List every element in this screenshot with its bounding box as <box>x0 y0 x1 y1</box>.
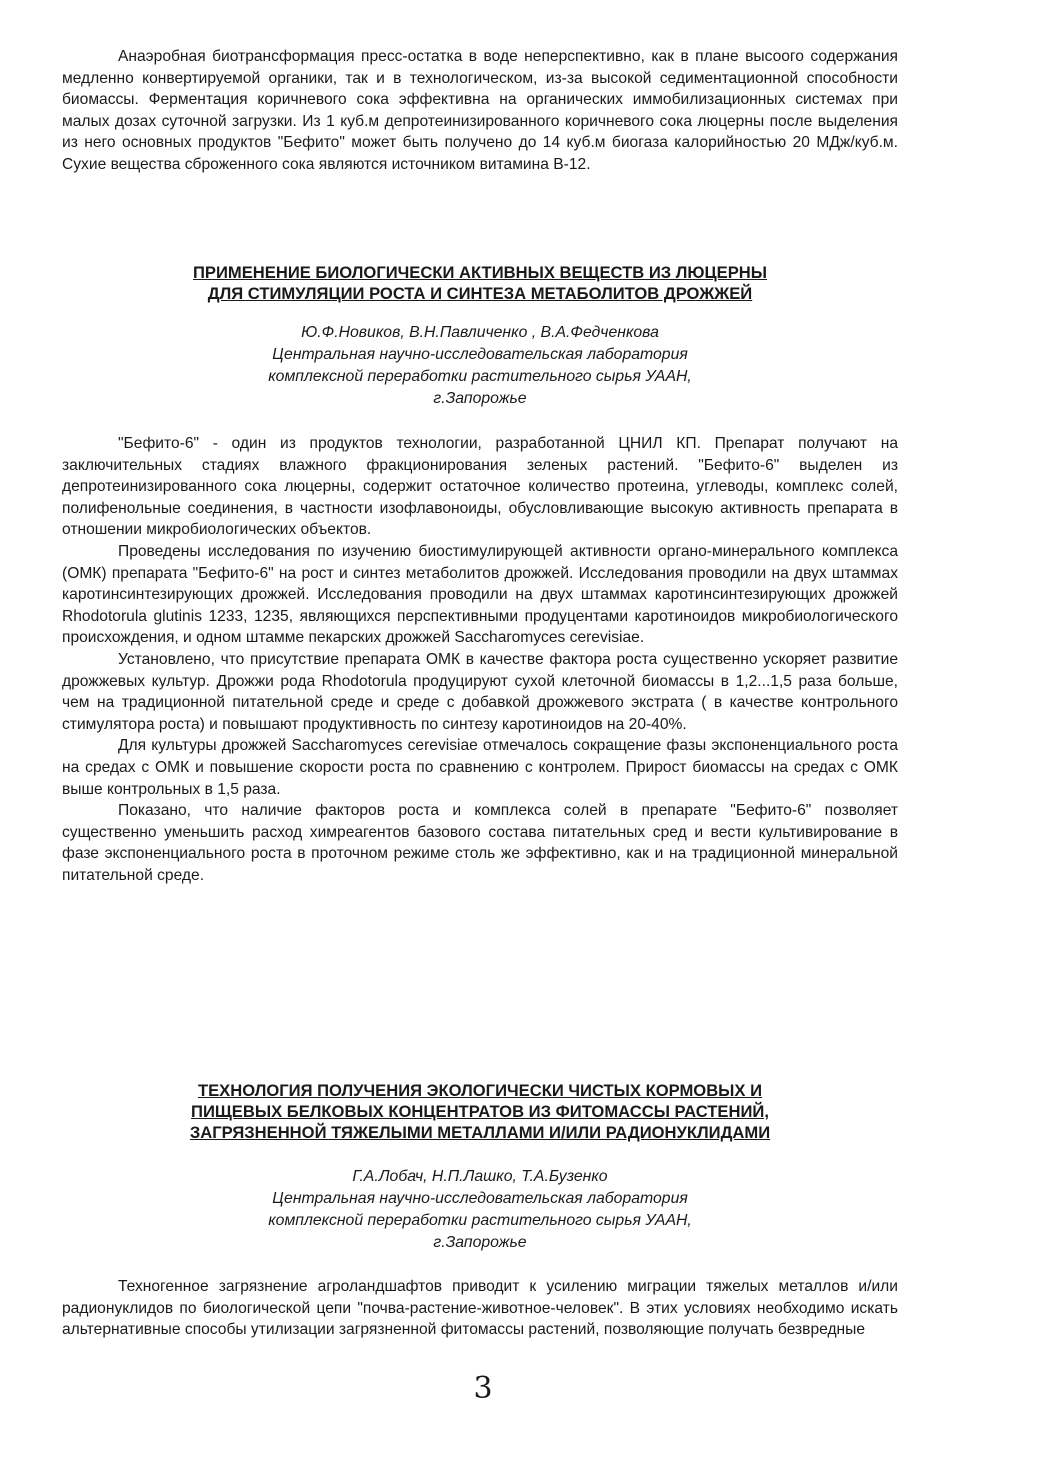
article2-authors: Г.А.Лобач, Н.П.Лашко, Т.А.Бузенко <box>352 1168 608 1185</box>
article2-title <box>62 1080 898 1143</box>
article2-title-line: ТЕХНОЛОГИЯ ПОЛУЧЕНИЯ ЭКОЛОГИЧЕСКИ ЧИСТЫХ КОРМОВЫХ И <box>197 1081 763 1100</box>
article2-byline <box>62 1166 898 1254</box>
article1-paragraph: Для культуры дрожжей Saccharomyces cerevisiae отмечалось сокращение фазы экспоненциального роста на средах с ОМК и повышение скорости роста по сравнению с контролем. Прирост биомассы на средах с ОМК выше контрольных в 1,5 раза. <box>62 737 898 798</box>
article1-affiliation: Центральная научно-исследовательская лаборатория <box>272 346 688 363</box>
article1-body <box>62 433 898 886</box>
article2-title-line: ЗАГРЯЗНЕННОЙ ТЯЖЕЛЫМИ МЕТАЛЛАМИ И/ИЛИ РАДИОНУКЛИДАМИ <box>189 1123 771 1142</box>
article1-paragraph: Проведены исследования по изучению биостимулирующей активности органо-минерального комплекса (ОМК) препарата "Бефито-6" на рост и синтез метаболитов дрожжей. Исследования проводили на двух штаммах каротинсинтезирующих дрожжей. Исследования проводили на двух штаммах каротинсинтезирующих дрожжей Rhodotorula glutinis 1233, 1235, являющихся перспективными продуцентами каротиноидов микробиологического происхождения, и одном штамме пекарских дрожжей Saccharomyces cerevisiae. <box>62 542 898 647</box>
article2-affiliation: Центральная научно-исследовательская лаборатория <box>272 1190 688 1207</box>
article1-byline <box>62 322 898 410</box>
article2-city: г.Запорожье <box>433 1234 527 1251</box>
article1-paragraph: Установлено, что присутствие препарата ОМК в качестве фактора роста существенно ускоряет развитие дрожжевых культур. Дрожжи рода Rhodotorula продуцируют сухой клеточной биомассы в 1,2...1,5 раза больше, чем на традиционной питательной среде и среде с добавкой дрожжевого экстрата ( в качестве контрольного стимулятора роста) и повышают продуктивность по синтезу каротиноидов на 20-40%. <box>62 650 898 733</box>
intro-paragraph: Анаэробная биотрансформация пресс-остатка в воде неперспективно, как в плане высоого содержания медленно конвертируемой органики, так и в технологическом, из-за высокой седиментационной способности биомассы. Ферментация коричневого сока эффективна на органических иммобилизационных системах при малых дозах суточной загрузки. Из 1 куб.м депротеинизированного коричневого сока люцерны после выделения из него основных продуктов "Бефито" может быть получено до 14 куб.м биогаза калорийностью 20 МДж/куб.м. Сухие вещества сброженного сока являются источником витамина В-12. <box>62 48 898 173</box>
article1-paragraph: Показано, что наличие факторов роста и комплекса солей в препарате "Бефито-6" позволяет существенно уменьшить расход химреагентов базового состава питательных сред и вести культивирование в фазе экспоненциального роста в проточном режиме столь же эффективно, как и на традиционной минеральной питательной среде. <box>62 802 898 884</box>
article1-paragraph: "Бефито-6" - один из продуктов технологии, разработанной ЦНИЛ КП. Препарат получают на заключительных стадиях влажного фракционирования зеленых растений. "Бефито-6" выделен из депротеинизированного сока люцерны, содержит остаточное количество протеина, углеводы, комплекс солей, полифенольные соединения, в частности изофлавоноиды, обусловливающие высокую активность препарата в отношении микробиологических объектов. <box>62 435 898 539</box>
article1-affiliation: комплексной переработки растительного сырья УААН, <box>268 368 692 385</box>
intro-block <box>62 46 898 176</box>
article2-paragraph: Техногенное загрязнение агроландшафтов приводит к усилению миграции тяжелых металлов и/или радионуклидов по биологической цепи "почва-растение-животное-человек". В этих условиях необходимо искать альтернативные способы утилизации загрязненной фитомассы растений, позволяющие получать безвредные <box>62 1278 898 1339</box>
article2-body <box>62 1276 898 1341</box>
article1-title <box>62 262 898 304</box>
article1-authors: Ю.Ф.Новиков, В.Н.Павличенко , В.А.Федченкова <box>301 324 659 341</box>
article1-title-line: ПРИМЕНЕНИЕ БИОЛОГИЧЕСКИ АКТИВНЫХ ВЕЩЕСТВ ИЗ ЛЮЦЕРНЫ <box>192 263 768 282</box>
article1-title-line: ДЛЯ СТИМУЛЯЦИИ РОСТА И СИНТЕЗА МЕТАБОЛИТОВ ДРОЖЖЕЙ <box>207 284 753 303</box>
article2-affiliation: комплексной переработки растительного сырья УААН, <box>268 1212 692 1229</box>
article2-title-line: ПИЩЕВЫХ БЕЛКОВЫХ КОНЦЕНТРАТОВ ИЗ ФИТОМАССЫ РАСТЕНИЙ, <box>191 1102 769 1121</box>
page-number: 3 <box>473 1371 493 1406</box>
article1-city: г.Запорожье <box>433 390 527 407</box>
